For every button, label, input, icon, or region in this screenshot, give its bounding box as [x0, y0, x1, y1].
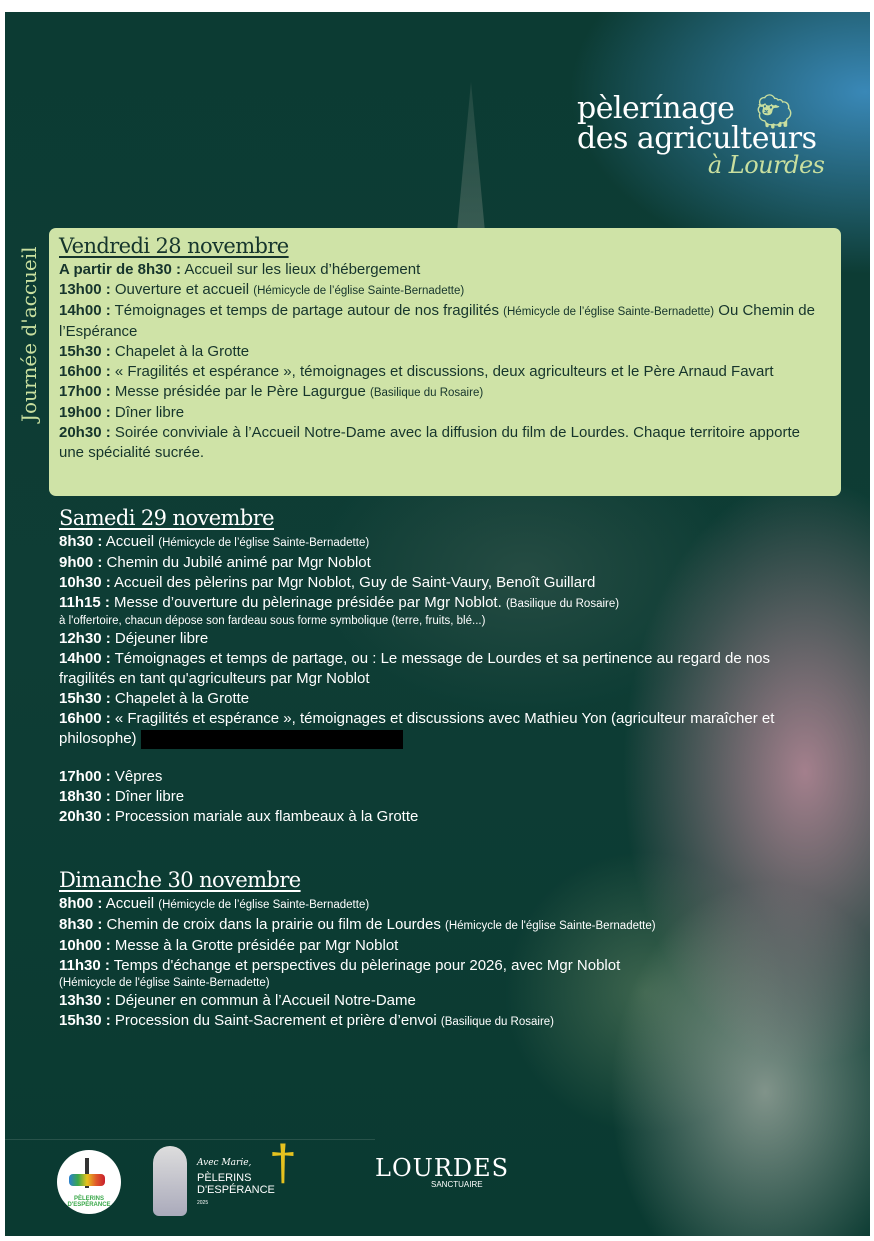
entry-time: 15h30 :	[59, 1012, 111, 1029]
entry-location: (Hémicycle de l’église Sainte-Bernadette)	[503, 306, 715, 318]
poster	[5, 12, 870, 1236]
jubilee-logo-text: PÈLERINS D'ESPÉRANCE	[67, 1196, 111, 1208]
entry-time: 9h00 :	[59, 554, 103, 571]
partner-logos	[5, 1135, 870, 1220]
schedule-entry	[59, 280, 829, 301]
entry-text: Soirée conviviale à l’Accueil Notre-Dame avec la diffusion du film de Lourdes. Chaque territoire apporte une spécialité sucrée.	[59, 424, 800, 461]
sanctuaire-text: SANCTUAIRE	[431, 1180, 483, 1189]
entry-time: 14h00 :	[59, 302, 111, 319]
entry-time: 14h00 :	[59, 650, 111, 667]
schedule-entry	[59, 915, 829, 936]
day-saturday	[59, 504, 829, 827]
schedule-entry	[59, 342, 829, 362]
entry-text: Dîner libre	[110, 404, 185, 421]
entry-time: 13h30 :	[59, 992, 111, 1009]
entry-subnote: à l'offertoire, chacun dépose son fardeau sous forme symbolique (terre, fruits, blé...)	[59, 615, 486, 627]
lamb-icon: 🐑︎	[753, 93, 797, 131]
schedule-entry	[59, 382, 829, 403]
schedule-entry	[59, 532, 829, 553]
entry-text: Dîner libre	[110, 788, 185, 805]
entry-time: 11h15 :	[59, 594, 110, 611]
entry-time: 20h30 :	[59, 424, 111, 441]
entry-text: Témoignages et temps de partage autour de nos fragilités	[110, 302, 504, 319]
entry-text: Témoignages et temps de partage, ou : Le message de Lourdes et sa pertinence au regard de nos fragilités en tant qu'agriculteurs par Mgr Noblot	[59, 650, 771, 687]
schedule-entry	[59, 689, 829, 709]
logo-line-2: des agriculteurs	[577, 121, 817, 156]
schedule-entry	[59, 260, 829, 280]
schedule-entry	[59, 362, 829, 382]
schedule-entry	[59, 649, 829, 689]
spacer	[59, 749, 829, 767]
year-text: 2025	[197, 1200, 209, 1206]
entry-text: Messe d’ouverture du pèlerinage présidée par Mgr Noblot.	[109, 594, 506, 611]
entry-location: (Basilique du Rosaire)	[505, 598, 620, 610]
entry-text: Messe présidée par le Père Lagurgue	[110, 383, 371, 400]
side-label: Journée d'accueil	[17, 246, 41, 422]
entry-text: Accueil sur les lieux d’hébergement	[180, 261, 421, 278]
friday-box	[49, 228, 841, 496]
entry-time: 15h30 :	[59, 343, 111, 360]
pelerins-text: PÈLERINS D'ESPÉRANCE	[197, 1172, 275, 1196]
schedule-entry	[59, 709, 829, 749]
lourdes-text: LOURDES	[375, 1154, 510, 1182]
entry-time: 16h00 :	[59, 363, 111, 380]
entry-location: (Hémicycle de l’église Sainte-Bernadette)	[158, 537, 370, 549]
entry-time: A partir de 8h30 :	[59, 261, 181, 278]
schedule-entry	[59, 936, 829, 956]
mary-statue-icon	[153, 1146, 187, 1216]
entry-time: 8h30 :	[59, 533, 103, 550]
entry-time: 8h00 :	[59, 895, 103, 912]
schedule-entry	[59, 629, 829, 649]
schedule-entry	[59, 787, 829, 807]
entry-time: 12h30 :	[59, 630, 111, 647]
day-heading: Vendredi 28 novembre	[59, 234, 289, 258]
entry-text: Messe à la Grotte présidée par Mgr Noblot	[110, 937, 399, 954]
entry-text: « Fragilités et espérance », témoignages et discussions avec Mathieu Yon (agriculteur maraîcher et philosophe)	[59, 710, 775, 747]
jubilee-logo	[57, 1150, 121, 1214]
entry-time: 18h30 :	[59, 788, 111, 805]
entry-text: Chemin de croix dans la prairie ou film de Lourdes	[102, 916, 446, 933]
entry-time: 8h30 :	[59, 916, 103, 933]
entry-location: (Hémicycle de l’église Sainte-Bernadette)	[158, 899, 370, 911]
entry-location: (Basilique du Rosaire)	[370, 387, 484, 399]
entry-time: 17h00 :	[59, 383, 111, 400]
entry-text: Déjeuner libre	[110, 630, 209, 647]
entry-text: Temps d'échange et perspectives du pèlerinage pour 2026, avec Mgr Noblot	[109, 957, 621, 974]
schedule-entry	[59, 403, 829, 423]
entry-time: 11h30 :	[59, 957, 110, 974]
entry-text: Accueil	[102, 895, 159, 912]
entry-subnote: (Hémicycle de l'église Sainte-Bernadette)	[59, 977, 270, 989]
day-friday	[59, 232, 831, 463]
entry-time: 19h00 :	[59, 404, 111, 421]
schedule-entry	[59, 301, 829, 342]
entry-time: 15h30 :	[59, 690, 111, 707]
entry-text: Procession mariale aux flambeaux à la Grotte	[110, 808, 419, 825]
logo-line-1: pèlerínage	[577, 91, 735, 126]
entry-text: Chemin du Jubilé animé par Mgr Noblot	[102, 554, 371, 571]
entry-text: Accueil des pèlerins par Mgr Noblot, Guy de Saint-Vaury, Benoît Guillard	[110, 574, 596, 591]
schedule-entry	[59, 894, 829, 915]
entry-time: 10h30 :	[59, 574, 111, 591]
entry-time: 20h30 :	[59, 808, 111, 825]
schedule-entry	[59, 991, 829, 1011]
entry-time: 17h00 :	[59, 768, 111, 785]
entry-location: (Basilique du Rosaire)	[440, 1016, 555, 1028]
lourdes-sanctuaire-logo	[375, 1154, 509, 1189]
schedule-entry	[59, 767, 829, 787]
entry-location: (Hémicycle de l’église Sainte-Bernadette)	[253, 285, 465, 297]
day-heading: Samedi 29 novembre	[59, 506, 274, 530]
entry-text: Déjeuner en commun à l’Accueil Notre-Dame	[110, 992, 416, 1009]
logo-line-3: à Lourdes	[707, 151, 825, 179]
redacted-block	[141, 730, 403, 749]
avec-marie-logo	[153, 1135, 303, 1220]
schedule-entry	[59, 807, 829, 827]
entry-text: Chapelet à la Grotte	[110, 690, 250, 707]
entry-time: 16h00 :	[59, 710, 111, 727]
entry-text: Accueil	[102, 533, 159, 550]
schedule-entry	[59, 573, 829, 593]
entry-text: Chapelet à la Grotte	[110, 343, 250, 360]
avec-marie-text: Avec Marie,	[197, 1158, 252, 1168]
schedule-entry	[59, 1011, 829, 1032]
pilgrims-band	[69, 1174, 105, 1186]
schedule-entry	[59, 423, 829, 463]
entry-time: 10h00 :	[59, 937, 111, 954]
anchor-cross-icon: †	[269, 1135, 297, 1191]
schedule-entry	[59, 956, 829, 991]
day-sunday	[59, 866, 829, 1032]
entry-location: (Hémicycle de l'église Sainte-Bernadette)	[445, 920, 656, 932]
entry-text: Ouverture et accueil	[110, 281, 254, 298]
schedule-entry	[59, 553, 829, 573]
entry-text: « Fragilités et espérance », témoignages et discussions, deux agriculteurs et le Père Arnaud Favart	[110, 363, 774, 380]
schedule-entry	[59, 593, 829, 629]
entry-text-after: Ou Chemin de l’Espérance	[59, 302, 815, 340]
entry-text: Procession du Saint-Sacrement et prière d’envoi	[110, 1012, 441, 1029]
basilica-spire	[457, 82, 485, 232]
day-heading: Dimanche 30 novembre	[59, 868, 301, 892]
entry-time: 13h00 :	[59, 281, 111, 298]
entry-text: Vêpres	[110, 768, 163, 785]
